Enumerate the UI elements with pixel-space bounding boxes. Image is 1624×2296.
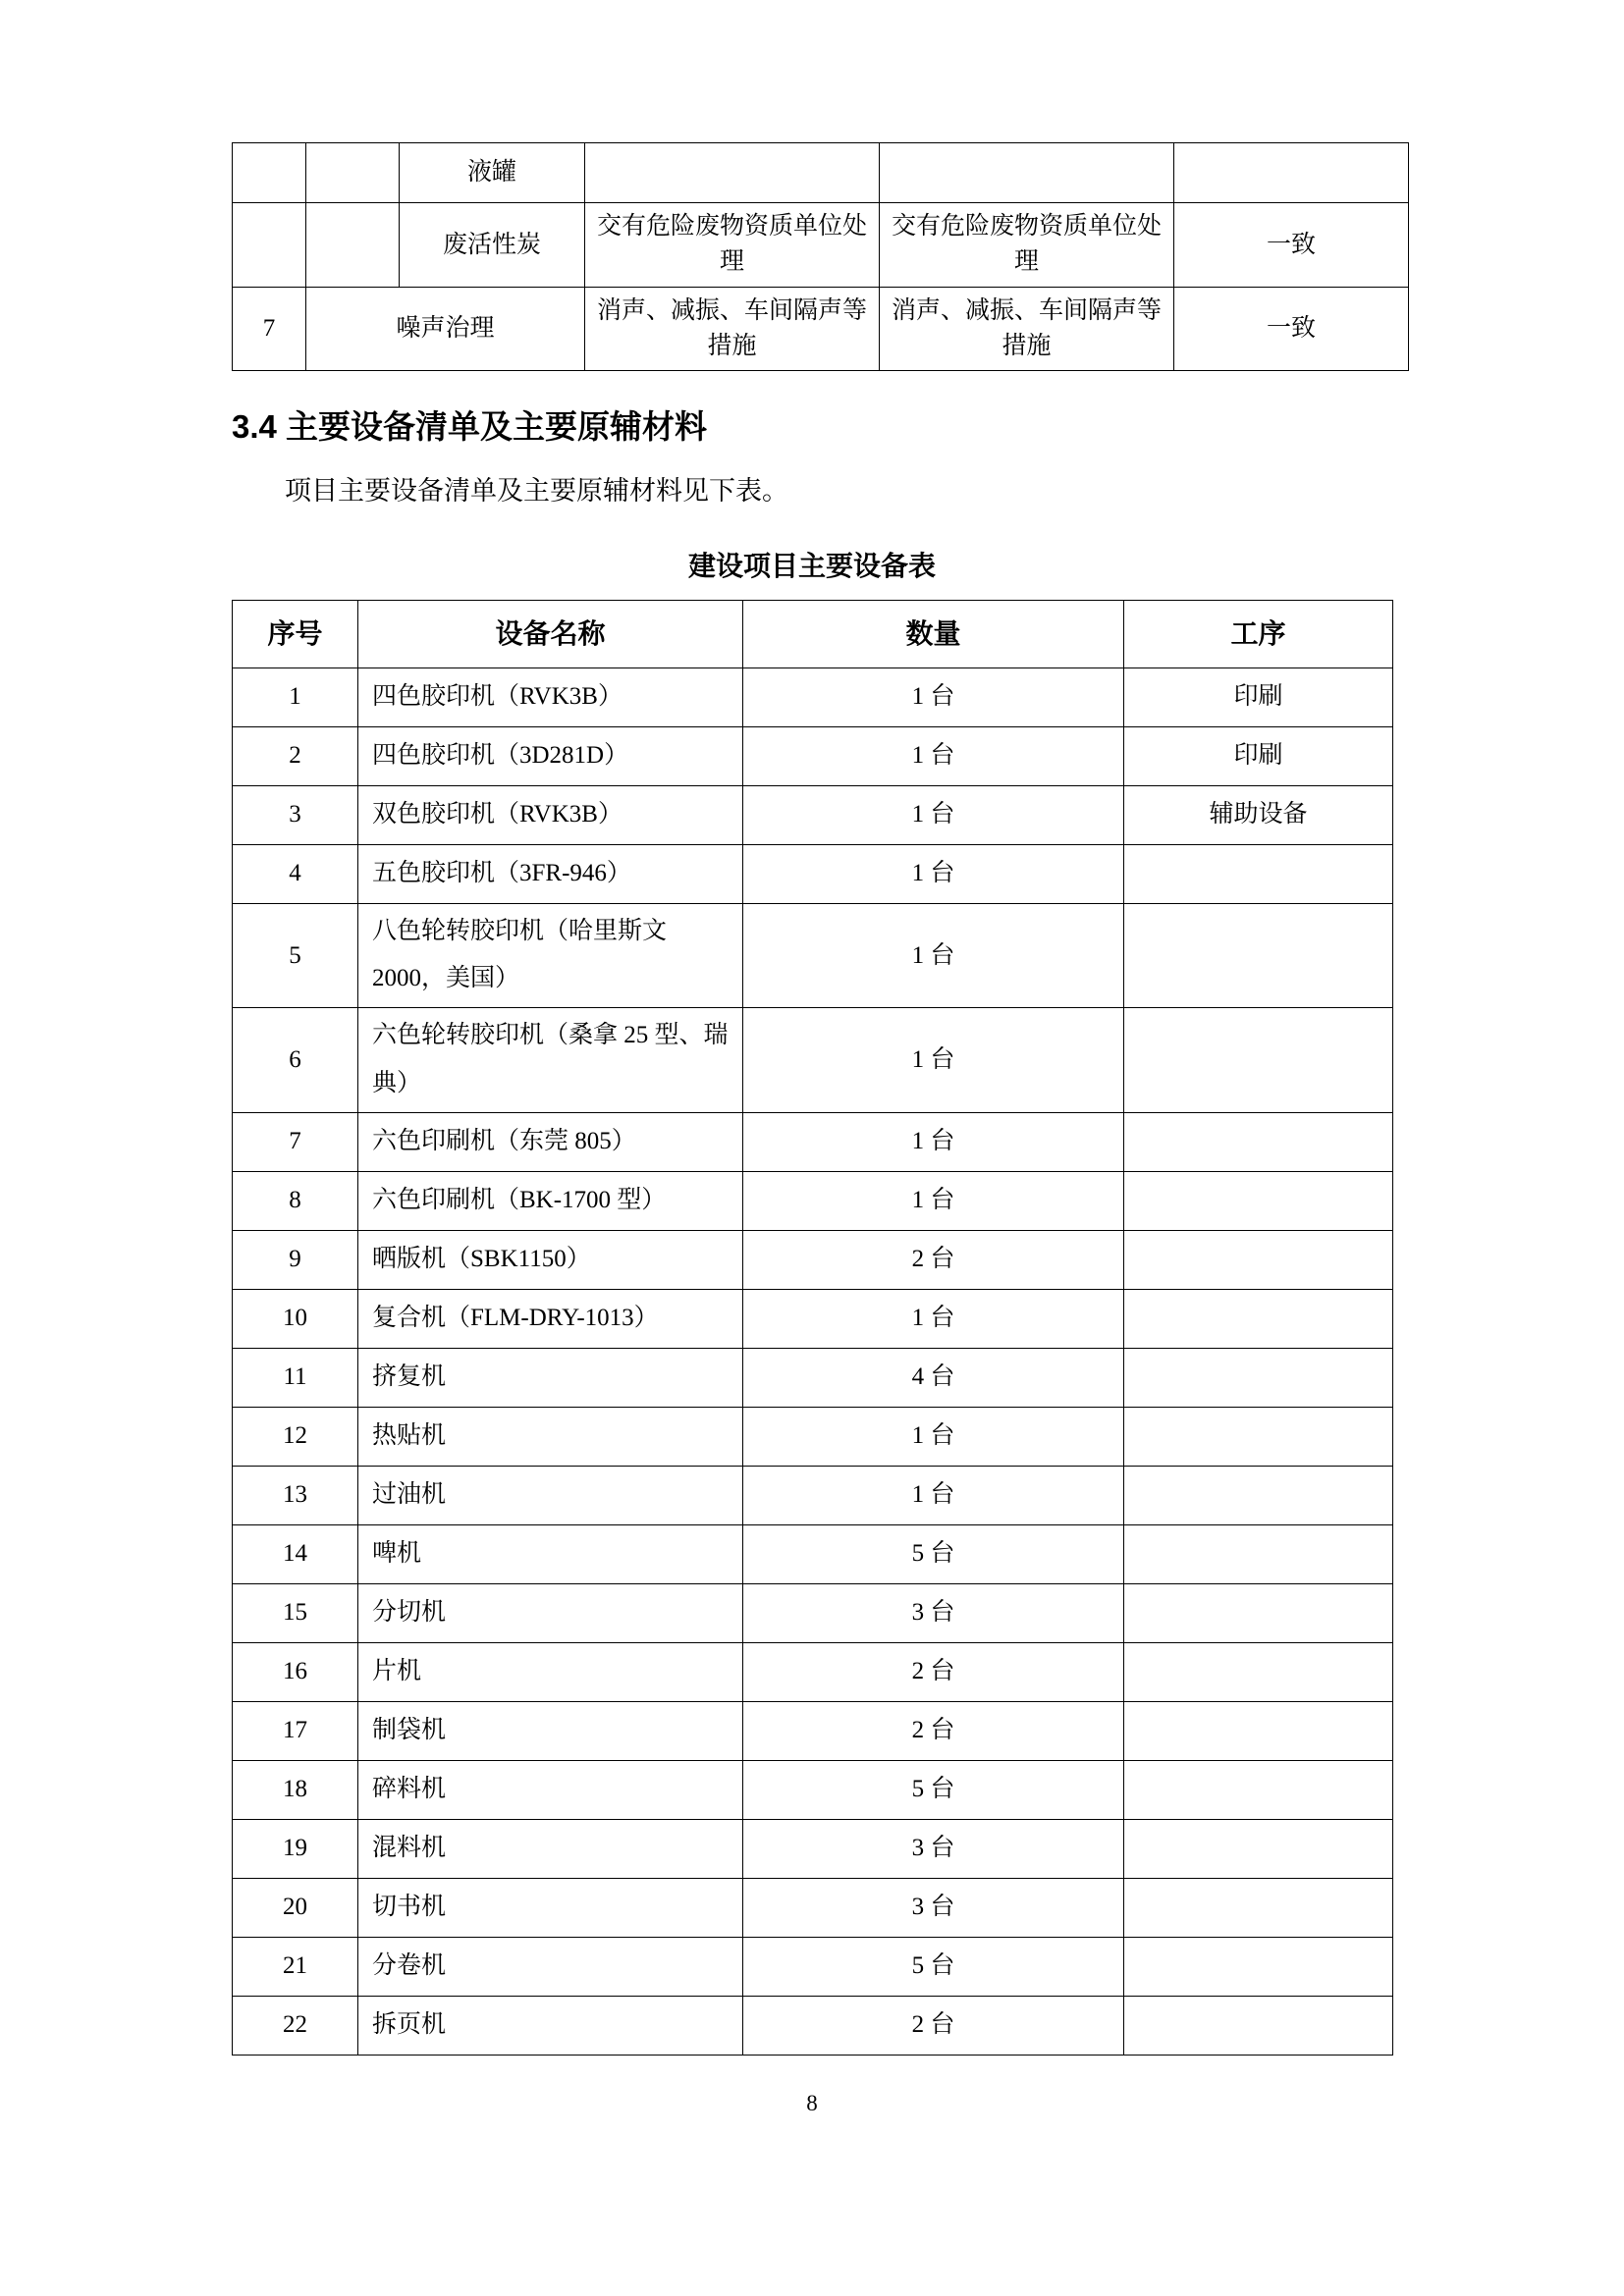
cell-process xyxy=(1124,1583,1393,1642)
cell-category xyxy=(306,143,400,203)
cell-qty: 2 台 xyxy=(743,1230,1124,1289)
cell-name: 混料机 xyxy=(358,1819,743,1878)
cell-required xyxy=(585,143,880,203)
header-qty: 数量 xyxy=(743,600,1124,667)
cell-qty: 1 台 xyxy=(743,1112,1124,1171)
table-row xyxy=(233,667,1393,726)
table-row xyxy=(233,903,1393,1008)
cell-seq: 2 xyxy=(233,726,358,785)
equipment-table xyxy=(232,600,1393,2056)
cell-process xyxy=(1124,1878,1393,1937)
cell-seq: 13 xyxy=(233,1466,358,1524)
section-paragraph: 项目主要设备清单及主要原辅材料见下表。 xyxy=(285,476,788,507)
continued-comparison-table xyxy=(232,142,1409,371)
cell-actual: 消声、减振、车间隔声等措施 xyxy=(880,287,1174,371)
cell-process xyxy=(1124,1171,1393,1230)
cell-name: 六色印刷机（东莞 805） xyxy=(358,1112,743,1171)
cell-seq: 4 xyxy=(233,844,358,903)
cell-actual xyxy=(880,143,1174,203)
cell-name: 五色胶印机（3FR-946） xyxy=(358,844,743,903)
cell-seq: 22 xyxy=(233,1996,358,2055)
table-row xyxy=(233,1996,1393,2055)
cell-process xyxy=(1124,903,1393,1008)
cell-name: 分卷机 xyxy=(358,1937,743,1996)
table-row xyxy=(233,1760,1393,1819)
cell-seq: 8 xyxy=(233,1171,358,1230)
table-row xyxy=(233,1008,1393,1113)
table-row xyxy=(233,1642,1393,1701)
cell-name: 啤机 xyxy=(358,1524,743,1583)
cell-name: 热贴机 xyxy=(358,1407,743,1466)
cell-seq xyxy=(233,203,306,288)
cell-qty: 1 台 xyxy=(743,1407,1124,1466)
table-row xyxy=(233,287,1409,371)
cell-qty: 1 台 xyxy=(743,903,1124,1008)
cell-qty: 1 台 xyxy=(743,667,1124,726)
cell-name: 八色轮转胶印机（哈里斯文 2000，美国） xyxy=(358,903,743,1008)
cell-process xyxy=(1124,1524,1393,1583)
header-name: 设备名称 xyxy=(358,600,743,667)
table-row xyxy=(233,1466,1393,1524)
cell-qty: 2 台 xyxy=(743,1701,1124,1760)
cell-qty: 1 台 xyxy=(743,844,1124,903)
cell-seq: 17 xyxy=(233,1701,358,1760)
cell-seq: 15 xyxy=(233,1583,358,1642)
cell-process xyxy=(1124,1466,1393,1524)
table-row xyxy=(233,1289,1393,1348)
cell-process xyxy=(1124,844,1393,903)
cell-qty: 1 台 xyxy=(743,1008,1124,1113)
cell-name: 六色轮转胶印机（桑拿 25 型、瑞典） xyxy=(358,1008,743,1113)
cell-category: 噪声治理 xyxy=(306,287,585,371)
cell-process xyxy=(1124,1819,1393,1878)
table-row xyxy=(233,1524,1393,1583)
table-row xyxy=(233,1230,1393,1289)
cell-category xyxy=(306,203,400,288)
header-seq: 序号 xyxy=(233,600,358,667)
cell-qty: 3 台 xyxy=(743,1583,1124,1642)
cell-result: 一致 xyxy=(1174,203,1409,288)
cell-seq xyxy=(233,143,306,203)
cell-name: 晒版机（SBK1150） xyxy=(358,1230,743,1289)
cell-qty: 1 台 xyxy=(743,1466,1124,1524)
table-row xyxy=(233,1583,1393,1642)
cell-process xyxy=(1124,1937,1393,1996)
table-row xyxy=(233,844,1393,903)
cell-name: 挤复机 xyxy=(358,1348,743,1407)
table-row xyxy=(233,1407,1393,1466)
cell-name: 切书机 xyxy=(358,1878,743,1937)
table-row xyxy=(233,1701,1393,1760)
cell-seq: 14 xyxy=(233,1524,358,1583)
cell-qty: 1 台 xyxy=(743,726,1124,785)
cell-process xyxy=(1124,1112,1393,1171)
table-row xyxy=(233,1171,1393,1230)
page-number: 8 xyxy=(806,2091,818,2115)
cell-name: 四色胶印机（RVK3B） xyxy=(358,667,743,726)
cell-seq: 19 xyxy=(233,1819,358,1878)
table-row xyxy=(233,726,1393,785)
table-header-row xyxy=(233,600,1393,667)
cell-name: 片机 xyxy=(358,1642,743,1701)
section-heading: 3.4 主要设备清单及主要原辅材料 xyxy=(232,408,708,445)
cell-qty: 1 台 xyxy=(743,1289,1124,1348)
cell-qty: 5 台 xyxy=(743,1937,1124,1996)
cell-qty: 5 台 xyxy=(743,1760,1124,1819)
cell-item: 液罐 xyxy=(400,143,585,203)
cell-qty: 2 台 xyxy=(743,1642,1124,1701)
cell-process xyxy=(1124,1407,1393,1466)
cell-name: 复合机（FLM-DRY-1013） xyxy=(358,1289,743,1348)
cell-process xyxy=(1124,1760,1393,1819)
cell-seq: 3 xyxy=(233,785,358,844)
cell-seq: 6 xyxy=(233,1008,358,1113)
cell-process: 印刷 xyxy=(1124,726,1393,785)
cell-seq: 7 xyxy=(233,1112,358,1171)
cell-qty: 3 台 xyxy=(743,1878,1124,1937)
table-row xyxy=(233,1937,1393,1996)
cell-seq: 12 xyxy=(233,1407,358,1466)
cell-name: 制袋机 xyxy=(358,1701,743,1760)
cell-seq: 5 xyxy=(233,903,358,1008)
page-content xyxy=(232,0,1392,2056)
cell-seq: 11 xyxy=(233,1348,358,1407)
table-row xyxy=(233,1878,1393,1937)
cell-seq: 7 xyxy=(233,287,306,371)
cell-name: 分切机 xyxy=(358,1583,743,1642)
cell-qty: 3 台 xyxy=(743,1819,1124,1878)
cell-result: 一致 xyxy=(1174,287,1409,371)
cell-process xyxy=(1124,1348,1393,1407)
cell-name: 六色印刷机（BK-1700 型） xyxy=(358,1171,743,1230)
cell-name: 四色胶印机（3D281D） xyxy=(358,726,743,785)
table-row xyxy=(233,203,1409,288)
header-process: 工序 xyxy=(1124,600,1393,667)
cell-required: 交有危险废物资质单位处理 xyxy=(585,203,880,288)
cell-name: 过油机 xyxy=(358,1466,743,1524)
cell-required: 消声、减振、车间隔声等措施 xyxy=(585,287,880,371)
cell-result xyxy=(1174,143,1409,203)
cell-name: 拆页机 xyxy=(358,1996,743,2055)
cell-actual: 交有危险废物资质单位处理 xyxy=(880,203,1174,288)
cell-name: 双色胶印机（RVK3B） xyxy=(358,785,743,844)
table-row xyxy=(233,1112,1393,1171)
table-caption: 建设项目主要设备表 xyxy=(687,550,936,581)
cell-seq: 20 xyxy=(233,1878,358,1937)
cell-item: 废活性炭 xyxy=(400,203,585,288)
cell-process xyxy=(1124,1008,1393,1113)
cell-seq: 1 xyxy=(233,667,358,726)
cell-name: 碎料机 xyxy=(358,1760,743,1819)
cell-qty: 1 台 xyxy=(743,1171,1124,1230)
cell-process xyxy=(1124,1230,1393,1289)
cell-process xyxy=(1124,1996,1393,2055)
table-row xyxy=(233,1348,1393,1407)
cell-qty: 2 台 xyxy=(743,1996,1124,2055)
cell-seq: 18 xyxy=(233,1760,358,1819)
cell-process xyxy=(1124,1701,1393,1760)
cell-qty: 5 台 xyxy=(743,1524,1124,1583)
cell-seq: 21 xyxy=(233,1937,358,1996)
cell-process xyxy=(1124,1289,1393,1348)
cell-process xyxy=(1124,1642,1393,1701)
table-row xyxy=(233,785,1393,844)
cell-qty: 1 台 xyxy=(743,785,1124,844)
table-row xyxy=(233,1819,1393,1878)
cell-process: 辅助设备 xyxy=(1124,785,1393,844)
cell-seq: 10 xyxy=(233,1289,358,1348)
cell-process: 印刷 xyxy=(1124,667,1393,726)
table-row xyxy=(233,143,1409,203)
cell-seq: 16 xyxy=(233,1642,358,1701)
cell-seq: 9 xyxy=(233,1230,358,1289)
cell-qty: 4 台 xyxy=(743,1348,1124,1407)
